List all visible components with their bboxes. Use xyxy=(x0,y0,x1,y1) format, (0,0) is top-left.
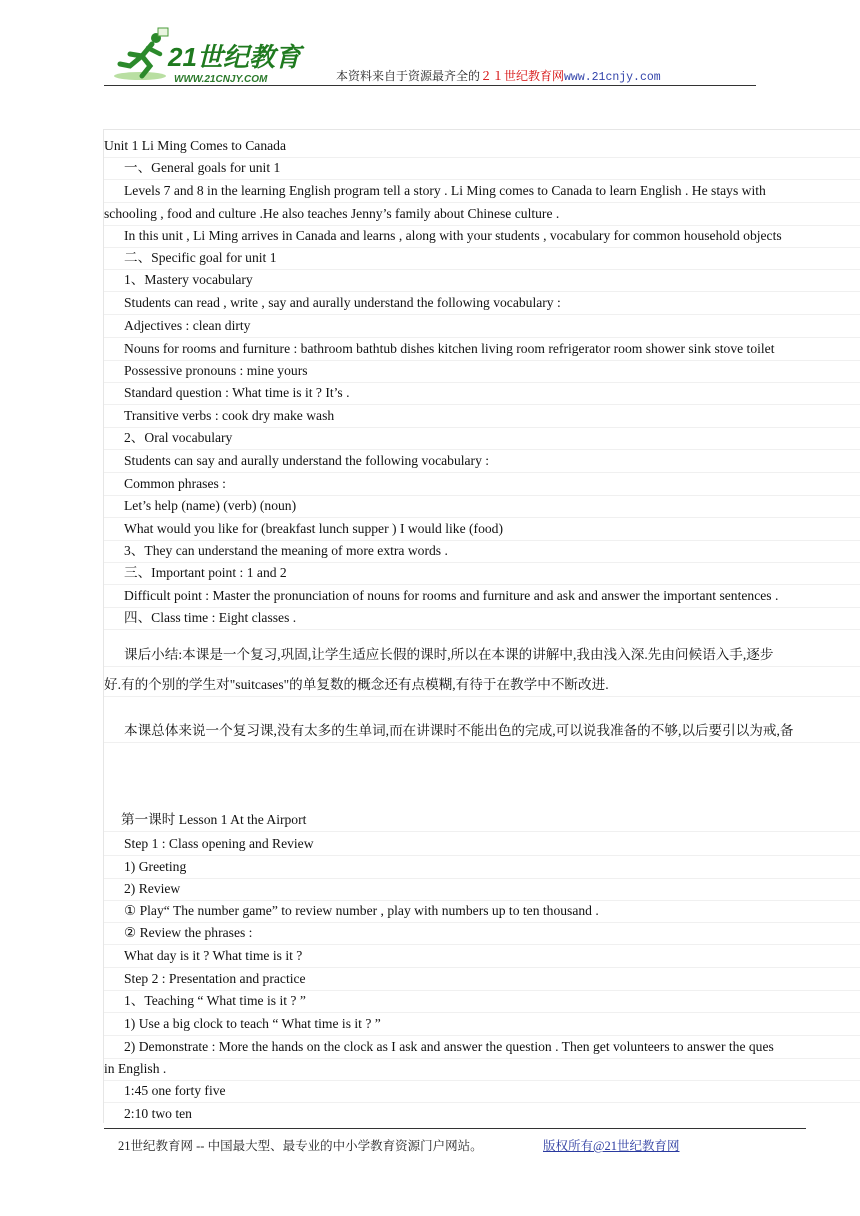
text-line: Difficult point : Master the pronunciation of nouns for rooms and furniture and ask and answer the important sentences . xyxy=(104,585,860,608)
text-line: Let’s help (name) (verb) (noun) xyxy=(104,495,860,518)
text-line: In this unit , Li Ming arrives in Canada and learns , along with your students , vocabulary for common household objects xyxy=(104,225,860,248)
text-line: ① Play“ The number game” to review number , play with numbers up to ten thousand . xyxy=(104,900,860,923)
lesson-title: 第一课时 Lesson 1 At the Airport xyxy=(104,809,860,832)
text-line: Students can read , write , say and aurally understand the following vocabulary : xyxy=(104,292,860,315)
text-line: 好.有的个别的学生对"suitcases"的单复数的概念还有点模糊,有待于在教学中不断改进. xyxy=(104,674,860,697)
text-line: What would you like for (breakfast lunch supper ) I would like (food) xyxy=(104,518,860,541)
tagline-url[interactable]: www.21cnjy.com xyxy=(564,71,661,84)
footer-text: 21世纪教育网 -- 中国最大型、最专业的中小学教育资源门户网站。 xyxy=(118,1139,483,1153)
site-logo xyxy=(112,26,312,86)
logo-url: WWW.21CNJY.COM xyxy=(174,74,268,85)
tagline-site: ２１世纪教育网 xyxy=(480,69,565,83)
text-line: ② Review the phrases : xyxy=(104,922,860,945)
text-line: Possessive pronouns : mine yours xyxy=(104,360,860,383)
text-line: 2) Review xyxy=(104,878,860,901)
text-line: 1) Greeting xyxy=(104,856,860,879)
unit-title: Unit 1 Li Ming Comes to Canada xyxy=(104,135,860,158)
text-line: Transitive verbs : cook dry make wash xyxy=(104,405,860,428)
header-tagline xyxy=(336,67,661,84)
header-divider xyxy=(104,85,756,86)
text-line: 课后小结:本课是一个复习,巩固,让学生适应长假的课时,所以在本课的讲解中,我由浅入深.先由问候语入手,逐步 xyxy=(104,644,860,667)
text-line: Step 2 : Presentation and practice xyxy=(104,968,860,991)
text-line: Common phrases : xyxy=(104,473,860,496)
text-line: 本课总体来说一个复习课,没有太多的生单词,而在讲课时不能出色的完成,可以说我准备的不够,以后要引以为戒,备 xyxy=(104,720,860,743)
text-line: schooling , food and culture .He also teaches Jenny’s family about Chinese culture . xyxy=(104,203,860,226)
text-line: in English . xyxy=(104,1058,860,1081)
text-line: 2:10 two ten xyxy=(104,1103,860,1123)
text-line: 2、Oral vocabulary xyxy=(104,427,860,450)
logo-title: 21世纪教育 xyxy=(168,42,301,72)
text-line: Adjectives : clean dirty xyxy=(104,315,860,338)
text-line: 1、Teaching “ What time is it ? ” xyxy=(104,990,860,1013)
text-line: Nouns for rooms and furniture : bathroom bathtub dishes kitchen living room refrigerator room shower sink stove toilet xyxy=(104,338,860,361)
footer-copyright-link[interactable]: 版权所有@21世纪教育网 xyxy=(543,1139,680,1153)
runner-icon xyxy=(114,28,168,80)
text-line: 1) Use a big clock to teach “ What time is it ? ” xyxy=(104,1013,860,1036)
text-line: 二、Specific goal for unit 1 xyxy=(104,247,860,270)
text-line: 三、Important point : 1 and 2 xyxy=(104,562,860,585)
document-body xyxy=(103,129,860,1123)
text-line: 1、Mastery vocabulary xyxy=(104,269,860,292)
text-line: 3、They can understand the meaning of more extra words . xyxy=(104,540,860,563)
text-line: 1:45 one forty five xyxy=(104,1080,860,1103)
text-line: Standard question : What time is it ? It’s . xyxy=(104,382,860,405)
text-line: Step 1 : Class opening and Review xyxy=(104,833,860,856)
footer-divider xyxy=(104,1128,806,1129)
text-line: What day is it ? What time is it ? xyxy=(104,945,860,968)
tagline-prefix: 本资料来自于资源最齐全的 xyxy=(336,69,481,83)
text-line: Levels 7 and 8 in the learning English program tell a story . Li Ming comes to Canada to learn English . He stays with xyxy=(104,180,860,203)
text-line: 2) Demonstrate : More the hands on the clock as I ask and answer the question . Then get volunteers to answer the ques xyxy=(104,1036,860,1059)
text-line: 四、Class time : Eight classes . xyxy=(104,607,860,630)
text-line: Students can say and aurally understand the following vocabulary : xyxy=(104,450,860,473)
text-line: 一、General goals for unit 1 xyxy=(104,157,860,180)
